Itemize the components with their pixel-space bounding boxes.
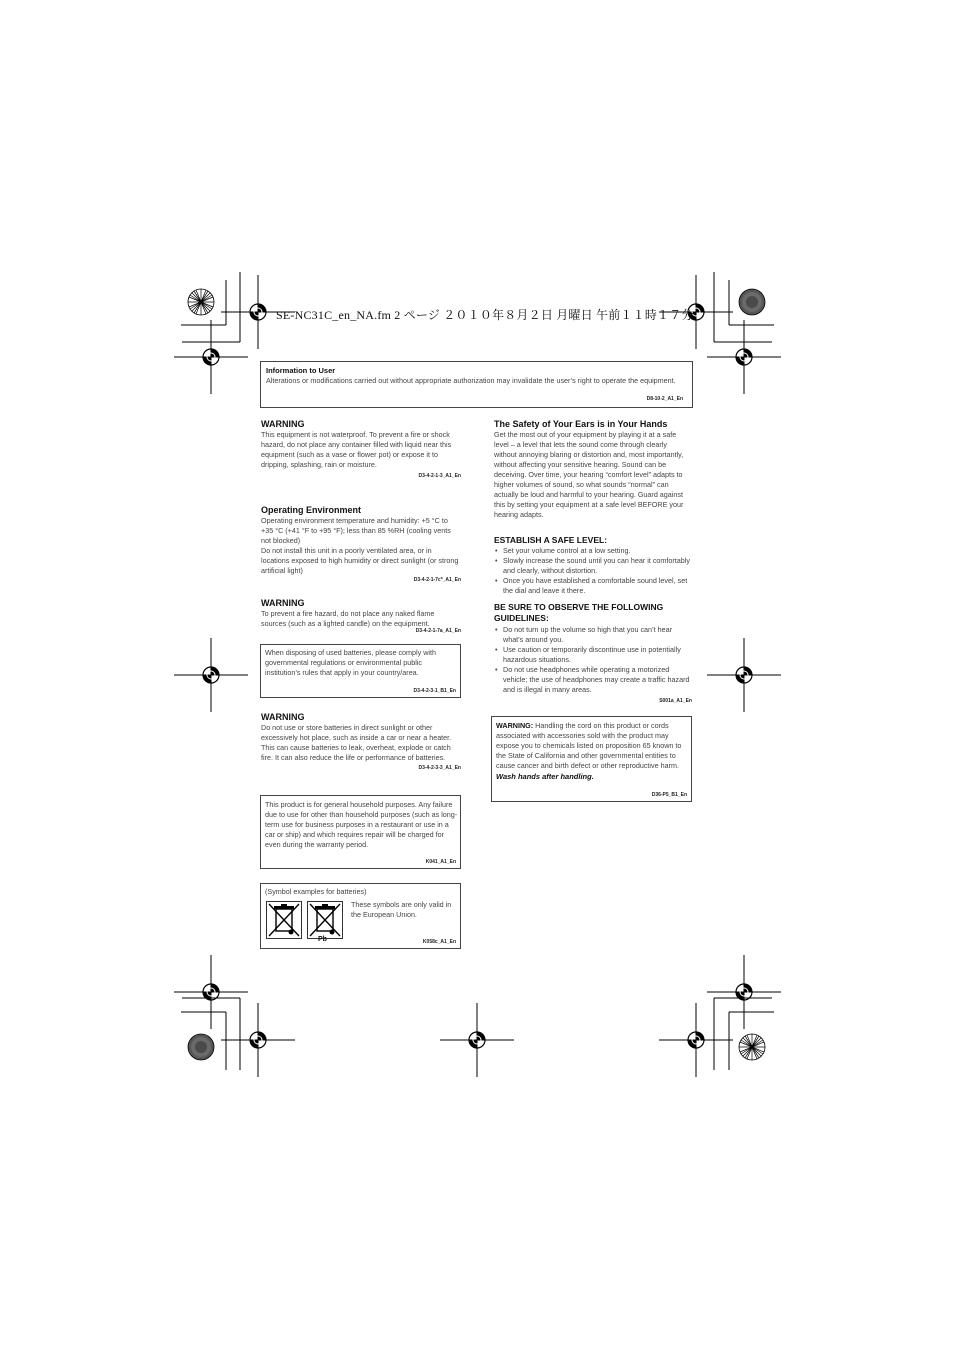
warning1-title: WARNING — [261, 419, 305, 429]
prop65-text: Handling the cord on this product or cords associated with accessories sold with the product may expose you to chemicals listed on proposition 65 known to the State of California and other governmental entities to cause cancer and birth defect or other reproductive harm. — [496, 721, 682, 770]
openv-text1: Operating environment temperature and humidity: +5 °C to +35 °C (+41 °F to +95 °F); less than 85 %RH (cooling vents not blocked) — [261, 516, 451, 545]
openv-code: D3-4-2-1-7c*_A1_En — [413, 577, 461, 583]
pb-label: Pb — [318, 936, 327, 943]
battery-dispose-code: D3-4-2-3-1_B1_En — [413, 688, 456, 694]
warning1-code: D3-4-2-1-3_A1_En — [418, 473, 461, 479]
list-item: • Once you have established a comfortable sound level, set the dial and leave it there. — [494, 576, 690, 596]
prop65-text-block — [496, 721, 682, 771]
operating-environment — [261, 505, 461, 583]
warning2-title: WARNING — [261, 598, 305, 608]
prop65-code: D36-P5_B1_En — [651, 792, 687, 798]
warning2-text: To prevent a fire hazard, do not place any naked flame sources (such as a lighted candle) on the equipment. — [261, 609, 435, 628]
ears-title: The Safety of Your Ears is in Your Hands — [494, 419, 668, 429]
wash-hands: Wash hands after handling. — [496, 772, 594, 781]
household-box — [260, 795, 461, 869]
list-item: • Slowly increase the sound until you can hear it comfortably and clearly, without distortion. — [494, 556, 690, 576]
list-item: • Use caution or temporarily discontinue use in potentially hazardous situations. — [494, 645, 690, 665]
safe-level-list — [494, 546, 690, 596]
info-code: D8-10-2_A1_En — [646, 396, 683, 402]
warning1-text: This equipment is not waterproof. To prevent a fire or shock hazard, do not place any container filled with liquid near this equipment (such as a vase or flower pot) or expose it to dripping, splashing, rain or moisture. — [261, 430, 452, 469]
list-item: • Do not turn up the volume so high that you can’t hear what’s around you. — [494, 625, 690, 645]
openv-title: Operating Environment — [261, 505, 362, 515]
safe-level-title: ESTABLISH A SAFE LEVEL: — [494, 535, 608, 545]
safe-level-section — [494, 535, 690, 596]
warning3-text: Do not use or store batteries in direct sunlight or other excessively hot place, such as inside a car or near a heater. This can cause batteries to leak, overheat, explode or catch fire. It can also reduce the life or performance of batteries. — [261, 723, 452, 762]
list-item: • Do not use headphones while operating a motorized vehicle; the use of headphones may create a traffic hazard and is illegal in many areas. — [494, 665, 690, 695]
guidelines-list — [494, 625, 690, 695]
prop65-box — [491, 716, 692, 802]
household-text: This product is for general household purposes. Any failure due to use for other than household purposes (such as long-term use for business purposes in a restaurant or use in a car or ship) and which requires repair will be charged for even during the warranty period. — [265, 800, 458, 849]
ears-text: Get the most out of your equipment by playing it at a safe level – a level that lets the sound come through clearly without annoying blaring or distortion and, most importantly, without affecting your sensitive hearing. Sound can be deceiving. Over time, your hearing “comfort level” adapts to higher volumes of sound, so what sounds “normal” can actually be loud and harmful to your hearing. Guard against this by setting your equipment at a safe level BEFORE your hearing adapts. — [494, 430, 684, 519]
warning3-title: WARNING — [261, 712, 305, 722]
household-code: K041_A1_En — [425, 859, 456, 865]
warning3-code: D3-4-2-3-3_A1_En — [418, 765, 461, 771]
guidelines-code: S001a_A1_En — [659, 698, 692, 704]
warning-batteries — [261, 712, 461, 771]
file-header: SE-NC31C_en_NA.fm 2 ページ ２０１０年８月２日 月曜日 午前１１時１７分 — [276, 308, 694, 322]
battery-dispose-text: When disposing of used batteries, please comply with governmental regulations or environmental public institution’s rules that apply in your country/area. — [265, 648, 436, 677]
warning-waterproof — [261, 419, 461, 479]
info-to-user-box — [260, 361, 693, 408]
info-text: Alterations or modifications carried out without appropriate authorization may invalidate the user’s right to operate the equipment. — [266, 376, 676, 385]
list-item: • Set your volume control at a low setting. — [494, 546, 690, 556]
crossed-bin-icon — [266, 901, 302, 939]
symbol-text: These symbols are only valid in the European Union. — [351, 900, 452, 919]
warning2-code: D3-4-2-1-7a_A1_En — [415, 628, 461, 634]
guidelines-section — [494, 602, 692, 704]
prop65-label: WARNING: — [496, 721, 534, 730]
symbol-box — [260, 883, 461, 949]
warning-flame — [261, 598, 461, 634]
openv-text2: Do not install this unit in a poorly ventilated area, or in locations exposed to high humidity or direct sunlight (or strong artificial light) — [261, 546, 459, 575]
info-title: Information to User — [266, 366, 336, 375]
crossed-bin-pb-icon — [307, 901, 343, 939]
battery-dispose-box — [260, 644, 461, 698]
symbol-caption: (Symbol examples for batteries) — [265, 887, 367, 896]
ears-safety — [494, 419, 690, 520]
guidelines-title: BE SURE TO OBSERVE THE FOLLOWING GUIDELINES: — [494, 602, 664, 623]
symbol-code: K058c_A1_En — [422, 939, 456, 945]
